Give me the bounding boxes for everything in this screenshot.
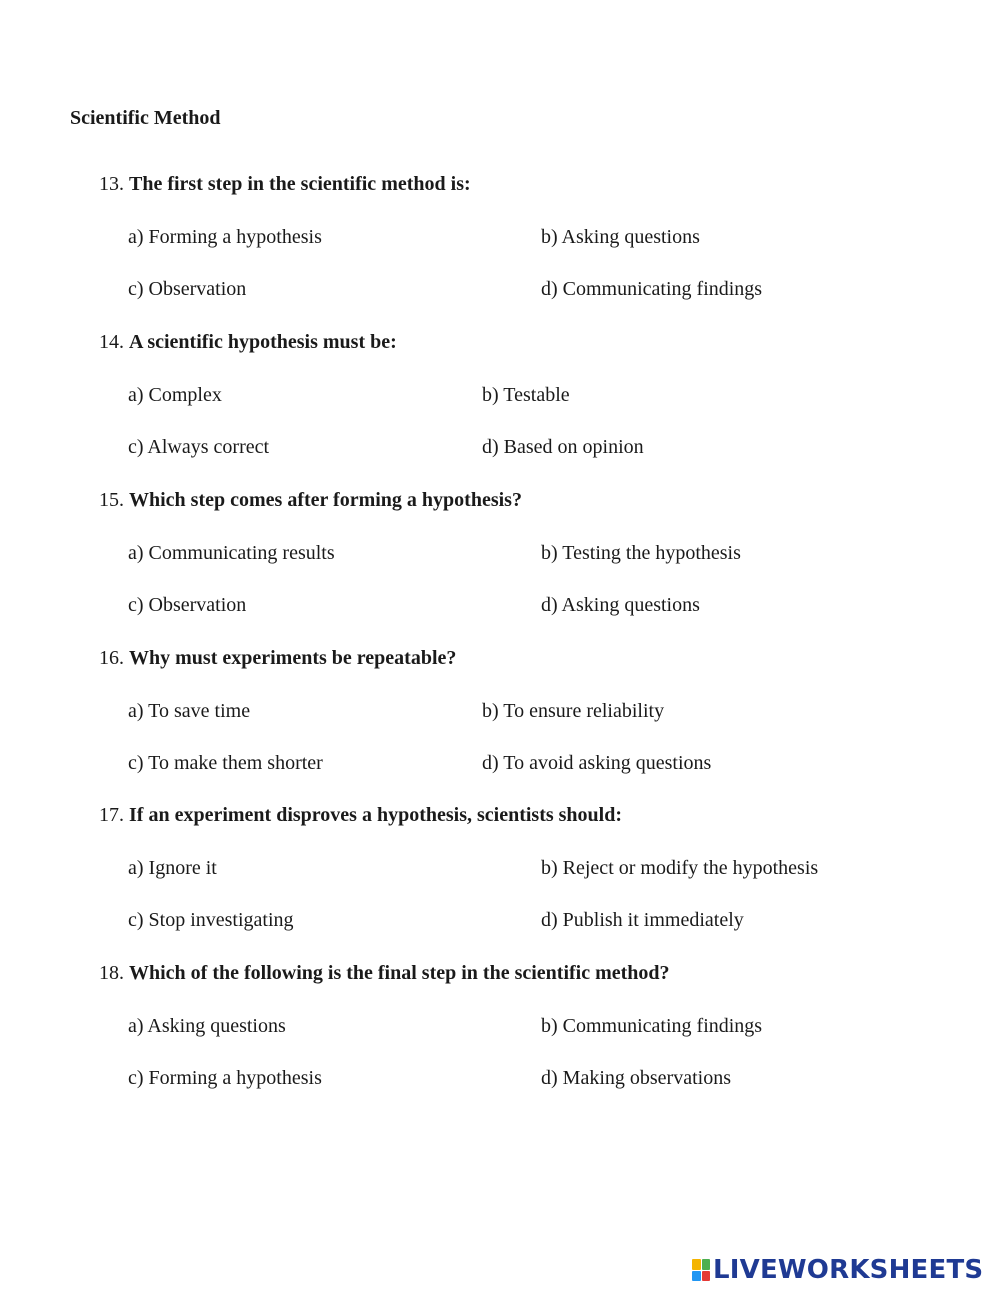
question-16-stem: [99, 646, 456, 670]
question-text: If an experiment disproves a hypothesis, scientists should:: [129, 804, 623, 826]
question-number: 16.: [99, 647, 124, 669]
option-a[interactable]: a) Asking questions: [128, 1015, 286, 1037]
option-c[interactable]: c) Observation: [128, 278, 247, 300]
question-18-stem: [99, 961, 670, 985]
logo-blocks-icon: [692, 1259, 710, 1281]
question-17: [0, 803, 1000, 961]
question-text: Why must experiments be repeatable?: [129, 647, 457, 669]
option-b[interactable]: b) Testable: [482, 384, 570, 406]
logo-block: [702, 1259, 711, 1270]
question-13-stem: [99, 172, 471, 196]
option-a[interactable]: a) To save time: [128, 700, 251, 722]
logo-block: [702, 1271, 711, 1282]
option-c[interactable]: c) To make them shorter: [128, 752, 323, 774]
option-b[interactable]: b) Reject or modify the hypothesis: [541, 857, 819, 879]
question-18: [0, 961, 1000, 1119]
question-17-stem: [99, 803, 622, 827]
page-title: Scientific Method: [70, 107, 221, 129]
option-c[interactable]: c) Observation: [128, 594, 247, 616]
option-b[interactable]: b) Asking questions: [541, 226, 700, 248]
option-a[interactable]: a) Communicating results: [128, 542, 335, 564]
option-c[interactable]: c) Stop investigating: [128, 909, 294, 931]
option-c[interactable]: c) Forming a hypothesis: [128, 1067, 322, 1089]
question-14: [0, 330, 1000, 488]
option-a[interactable]: a) Forming a hypothesis: [128, 226, 322, 248]
option-c[interactable]: c) Always correct: [128, 436, 270, 458]
question-number: 15.: [99, 489, 124, 511]
logo-block: [692, 1271, 701, 1282]
option-a[interactable]: a) Complex: [128, 384, 222, 406]
option-b[interactable]: b) Communicating findings: [541, 1015, 763, 1037]
question-number: 18.: [99, 962, 124, 984]
option-d[interactable]: d) To avoid asking questions: [482, 752, 712, 774]
question-text: Which step comes after forming a hypothesis?: [129, 489, 522, 511]
option-a[interactable]: a) Ignore it: [128, 857, 217, 879]
question-text: Which of the following is the final step in the scientific method?: [129, 962, 670, 984]
question-number: 14.: [99, 331, 124, 353]
option-d[interactable]: d) Based on opinion: [482, 436, 644, 458]
option-d[interactable]: d) Asking questions: [541, 594, 700, 616]
question-16: [0, 646, 1000, 804]
option-d[interactable]: d) Publish it immediately: [541, 909, 744, 931]
question-number: 17.: [99, 804, 124, 826]
option-d[interactable]: d) Communicating findings: [541, 278, 763, 300]
logo-text: LIVEWORKSHEETS: [713, 1255, 984, 1285]
question-15-stem: [99, 488, 522, 512]
option-b[interactable]: b) Testing the hypothesis: [541, 542, 741, 564]
question-13: [0, 172, 1000, 330]
question-14-stem: [99, 330, 397, 354]
question-number: 13.: [99, 173, 124, 195]
question-text: A scientific hypothesis must be:: [129, 331, 397, 353]
question-15: [0, 488, 1000, 646]
liveworksheets-logo: [692, 1256, 983, 1284]
option-d[interactable]: d) Making observations: [541, 1067, 731, 1089]
question-text: The first step in the scientific method is:: [129, 173, 471, 195]
logo-block: [692, 1259, 701, 1270]
option-b[interactable]: b) To ensure reliability: [482, 700, 665, 722]
